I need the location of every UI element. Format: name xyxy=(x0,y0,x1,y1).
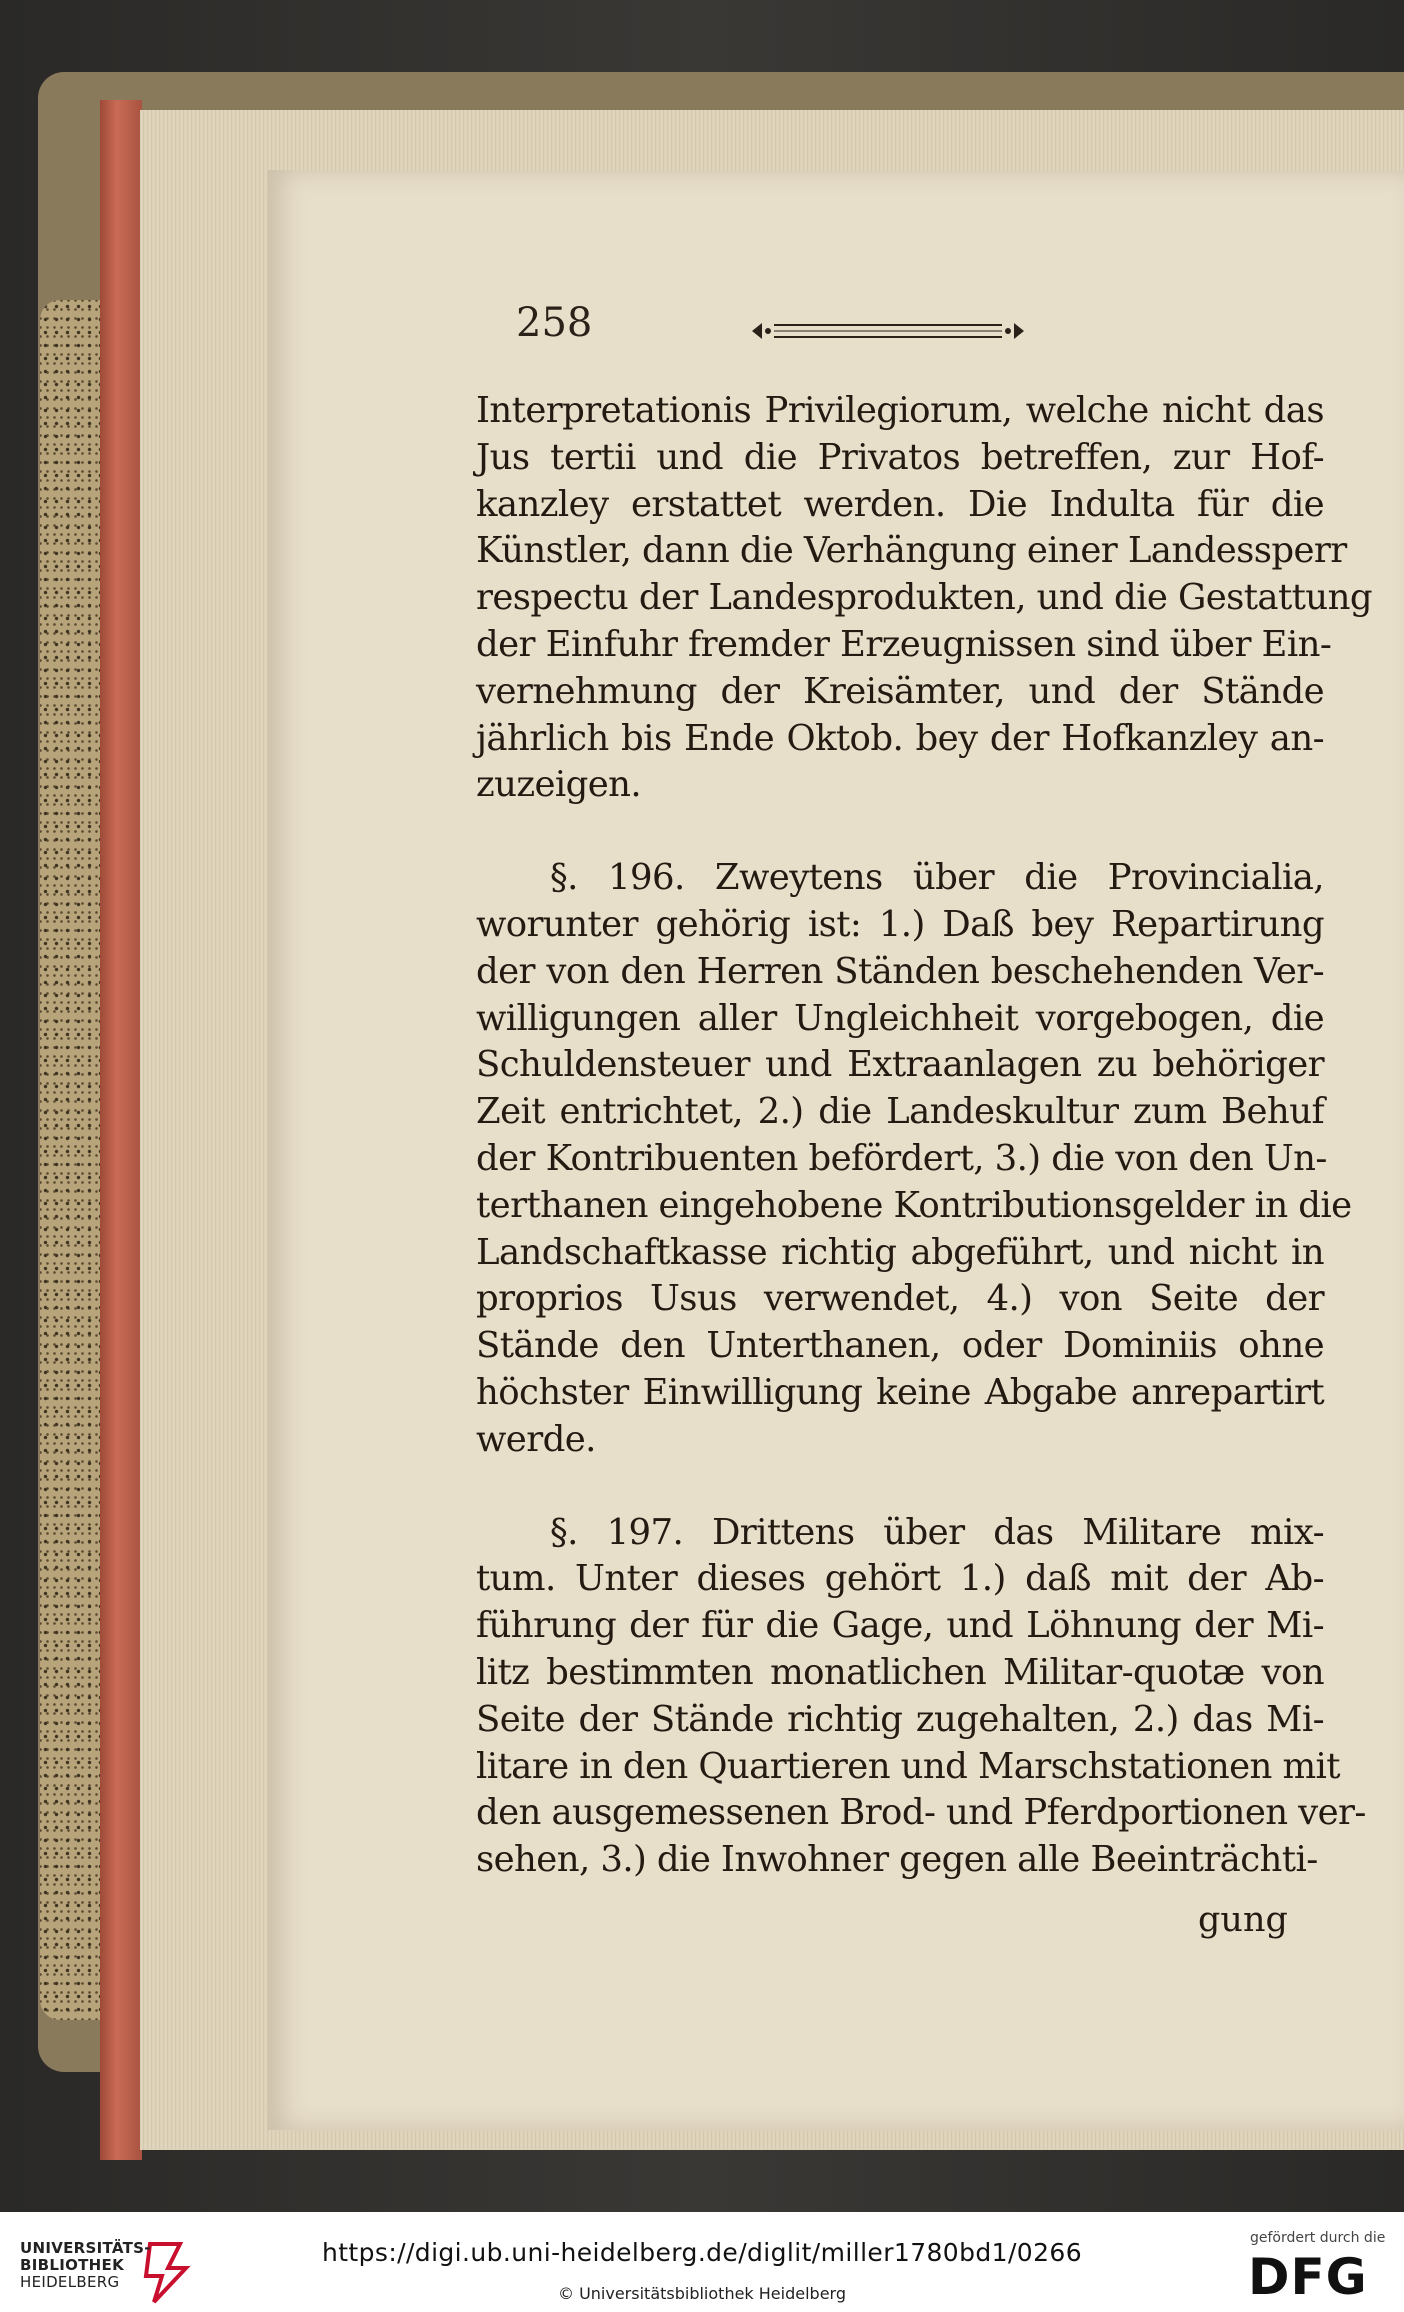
text-line: Jus tertii und die Privatos betreffen, zur Hof- xyxy=(476,436,1324,478)
text-line: litz bestimmten monatlichen Militar-quotæ von xyxy=(476,1651,1324,1693)
text-line: respectu der Landesprodukten, und die Gestattung xyxy=(476,577,1372,619)
permalink xyxy=(0,2238,1404,2267)
header-ornament-icon xyxy=(748,318,1028,344)
page-number: 258 xyxy=(516,300,593,346)
text-line: Interpretationis Privilegiorum, welche nicht das xyxy=(476,390,1324,431)
text-line: worunter gehörig ist: 1.) Daß bey Repartirung xyxy=(476,903,1324,945)
library-name-line2: BIBLIOTHEK xyxy=(20,2256,124,2274)
text-line: Stände den Unterthanen, oder Dominiis ohne xyxy=(476,1325,1324,1367)
text-line: sehen, 3.) die Inwohner gegen alle Beeinträchti- xyxy=(476,1839,1318,1881)
text-line: tum. Unter dieses gehört 1.) daß mit der Ab- xyxy=(476,1558,1324,1600)
text-line: Schuldensteuer und Extraanlagen zu behöriger xyxy=(476,1044,1324,1086)
text-line: führung der für die Gage, und Löhnung der Mi- xyxy=(476,1605,1324,1647)
text-line: Seite der Stände richtig zugehalten, 2.) das Mi- xyxy=(476,1698,1324,1740)
text-line: zuzeigen. xyxy=(476,764,642,806)
text-line: vernehmung der Kreisämter, und der Stände xyxy=(476,670,1324,712)
text-line: Künstler, dann die Verhängung einer Landessperr xyxy=(476,530,1347,572)
text-line: willigungen aller Ungleichheit vorgebogen, die xyxy=(476,997,1324,1039)
copyright-notice: © Universitätsbibliothek Heidelberg xyxy=(557,2284,846,2303)
text-line: werde. xyxy=(476,1418,596,1460)
text-line: der Einfuhr fremder Erzeugnissen sind über Ein- xyxy=(476,623,1332,665)
text-line: jährlich bis Ende Oktob. bey der Hofkanzley an- xyxy=(476,717,1324,759)
page-text xyxy=(476,388,1372,1884)
text-line: proprios Usus verwendet, 4.) von Seite der xyxy=(476,1278,1324,1320)
red-page-edge xyxy=(100,100,142,2160)
library-name-line1: UNIVERSITÄTS- xyxy=(20,2239,151,2257)
text-line: der Kontribuenten befördert, 3.) die von den Un- xyxy=(476,1137,1327,1179)
text-line: kanzley erstattet werden. Die Indulta für die xyxy=(476,483,1324,525)
funding-caption: gefördert durch die xyxy=(1250,2230,1386,2246)
catchword: gung xyxy=(1198,1900,1288,1940)
permalink-link[interactable]: https://digi.ub.uni-heidelberg.de/diglit/miller1780bd1/0266 xyxy=(321,2238,1082,2267)
text-line: Zeit entrichtet, 2.) die Landeskultur zum Behuf xyxy=(476,1091,1324,1133)
text-line: §. 196. Zweytens über die Provincialia, xyxy=(550,857,1324,899)
paragraph-gap xyxy=(476,809,1324,855)
footer-bar xyxy=(0,2212,1404,2312)
text-line: Landschaftkasse richtig abgeführt, und nicht in xyxy=(476,1231,1324,1273)
text-line: litare in den Quartieren und Marschstationen mit xyxy=(476,1745,1340,1787)
library-name-line3: HEIDELBERG xyxy=(20,2273,120,2291)
text-line: der von den Herren Ständen beschehenden Ver- xyxy=(476,950,1324,992)
text-line: den ausgemessenen Brod- und Pferdportionen ver- xyxy=(476,1792,1366,1834)
paragraph-gap xyxy=(476,1464,1324,1510)
text-line: höchster Einwilligung keine Abgabe anrepartirt xyxy=(476,1371,1324,1413)
text-line: terthanen eingehobene Kontributionsgelder in die xyxy=(476,1184,1352,1226)
text-line: §. 197. Drittens über das Militare mix- xyxy=(550,1511,1324,1553)
dfg-logo: DFG xyxy=(1248,2248,1368,2306)
